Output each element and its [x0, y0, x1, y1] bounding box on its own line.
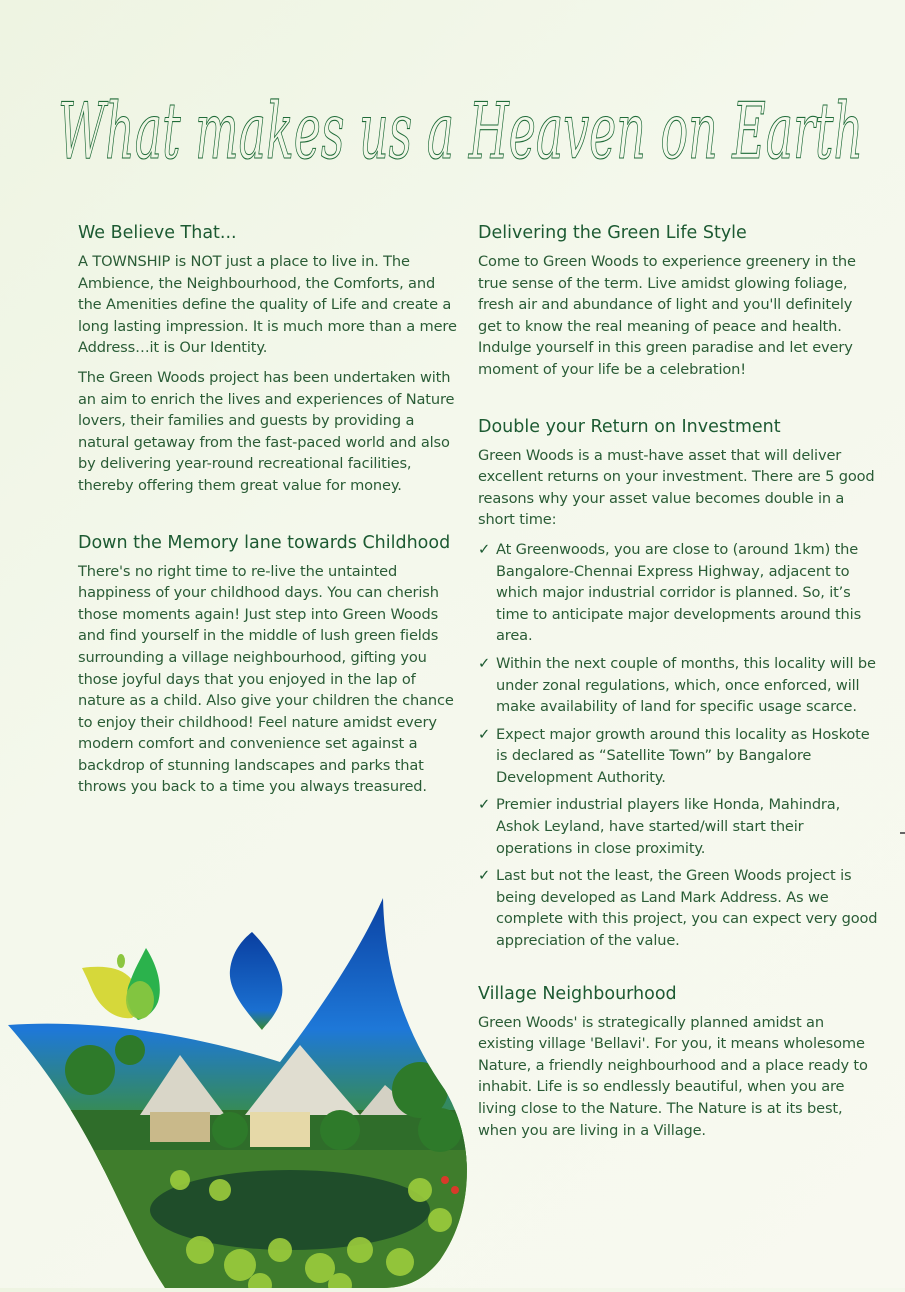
- page-title-text: What makes us a Heaven on Earth: [58, 87, 863, 177]
- section-heading: Village Neighbourhood: [478, 983, 677, 1004]
- reasons-list: [478, 539, 878, 952]
- paragraph: There's no right time to re-live the untainted happiness of your childhood days. You can cherish those moments again! Just step into Green Woods and find yourself in the middle of lush green fields surrounding a village neighbourhood, gifting you those joyful days that you enjoyed in the lap of nature as a child. Also give your children the chance to enjoy their childhood! Feel nature amidst every modern comfort and convenience set against a backdrop of stunning landscapes and parks that throws you back to a time you always treasured.: [78, 562, 454, 796]
- section-heading: Double your Return on Investment: [478, 416, 781, 437]
- right-column: [478, 221, 878, 1167]
- page-title: [58, 70, 868, 190]
- reason-text: Within the next couple of months, this locality will be under zonal regulations, which, once enforced, will make availability of land for specific usage scarce.: [496, 654, 876, 716]
- reason-text: Expect major growth around this locality as Hoskote is declared as “Satellite Town” by Bangalore Development Authority.: [496, 725, 870, 786]
- small-blue-leaf: [230, 932, 283, 1030]
- checkmark-icon: ✓: [478, 654, 491, 672]
- green-woods-logo-icon: [82, 948, 160, 1020]
- checkmark-icon: ✓: [478, 796, 491, 814]
- section-investment: [478, 415, 878, 952]
- section-heading: We Believe That...: [78, 223, 237, 243]
- checkmark-icon: ✓: [478, 867, 491, 885]
- section-village: [478, 982, 878, 1142]
- resort-photo-graphic: [0, 890, 470, 1288]
- list-item: [478, 794, 878, 859]
- paragraph: Green Woods' is strategically planned amidst an existing village 'Bellavi'. For you, it means wholesome Nature, a friendly neighbourhood and a place ready to inhabit. Life is so endlessly beautiful, when you are living close to the Nature. The Nature is at its best, when you are living in a Village.: [478, 1013, 868, 1139]
- section-heading: Delivering the Green Life Style: [478, 223, 747, 243]
- section-green-life: [478, 221, 878, 381]
- list-item: [478, 653, 878, 718]
- left-column: [78, 221, 458, 824]
- section-heading: Down the Memory lane towards Childhood: [78, 532, 451, 553]
- edge-mark: [900, 832, 905, 834]
- list-item: [478, 865, 878, 951]
- paragraph: A TOWNSHIP is NOT just a place to live in. The Ambience, the Neighbourhood, the Comforts, and the Amenities define the quality of Life and create a long lasting impression. It is much more than a mere Address…it is Our Identity.: [78, 253, 457, 357]
- list-item: [478, 724, 878, 789]
- section-memory-lane: [78, 531, 458, 799]
- checkmark-icon: ✓: [478, 725, 491, 743]
- section-we-believe: [78, 221, 458, 497]
- paragraph: The Green Woods project has been undertaken with an aim to enrich the lives and experiences of Nature lovers, their families and guests by providing a natural getaway from the fast-paced world and also by delivering year-round recreational facilities, thereby offering them great value for money.: [78, 368, 455, 494]
- photo-leaf-shape: [0, 890, 470, 1288]
- reason-text: At Greenwoods, you are close to (around 1km) the Bangalore-Chennai Express Highway, adjacent to which major industrial corridor is planned. So, it’s time to anticipate major developments around this area.: [496, 540, 862, 645]
- paragraph: Green Woods is a must-have asset that will deliver excellent returns on your investment. There are 5 good reasons why your asset value becomes double in a short time:: [478, 446, 875, 529]
- checkmark-icon: ✓: [478, 540, 491, 558]
- reason-text: Last but not the least, the Green Woods project is being developed as Land Mark Address. As we complete with this project, you can expect very good appreciation of the value.: [496, 867, 878, 950]
- reason-text: Premier industrial players like Honda, Mahindra, Ashok Leyland, have started/will start their operations in close proximity.: [496, 796, 841, 857]
- paragraph: Come to Green Woods to experience greenery in the true sense of the term. Live amidst glowing foliage, fresh air and abundance of light and you'll definitely get to know the real meaning of peace and health. Indulge yourself in this green paradise and let every moment of your life be a celebration!: [478, 253, 856, 378]
- list-item: [478, 539, 878, 647]
